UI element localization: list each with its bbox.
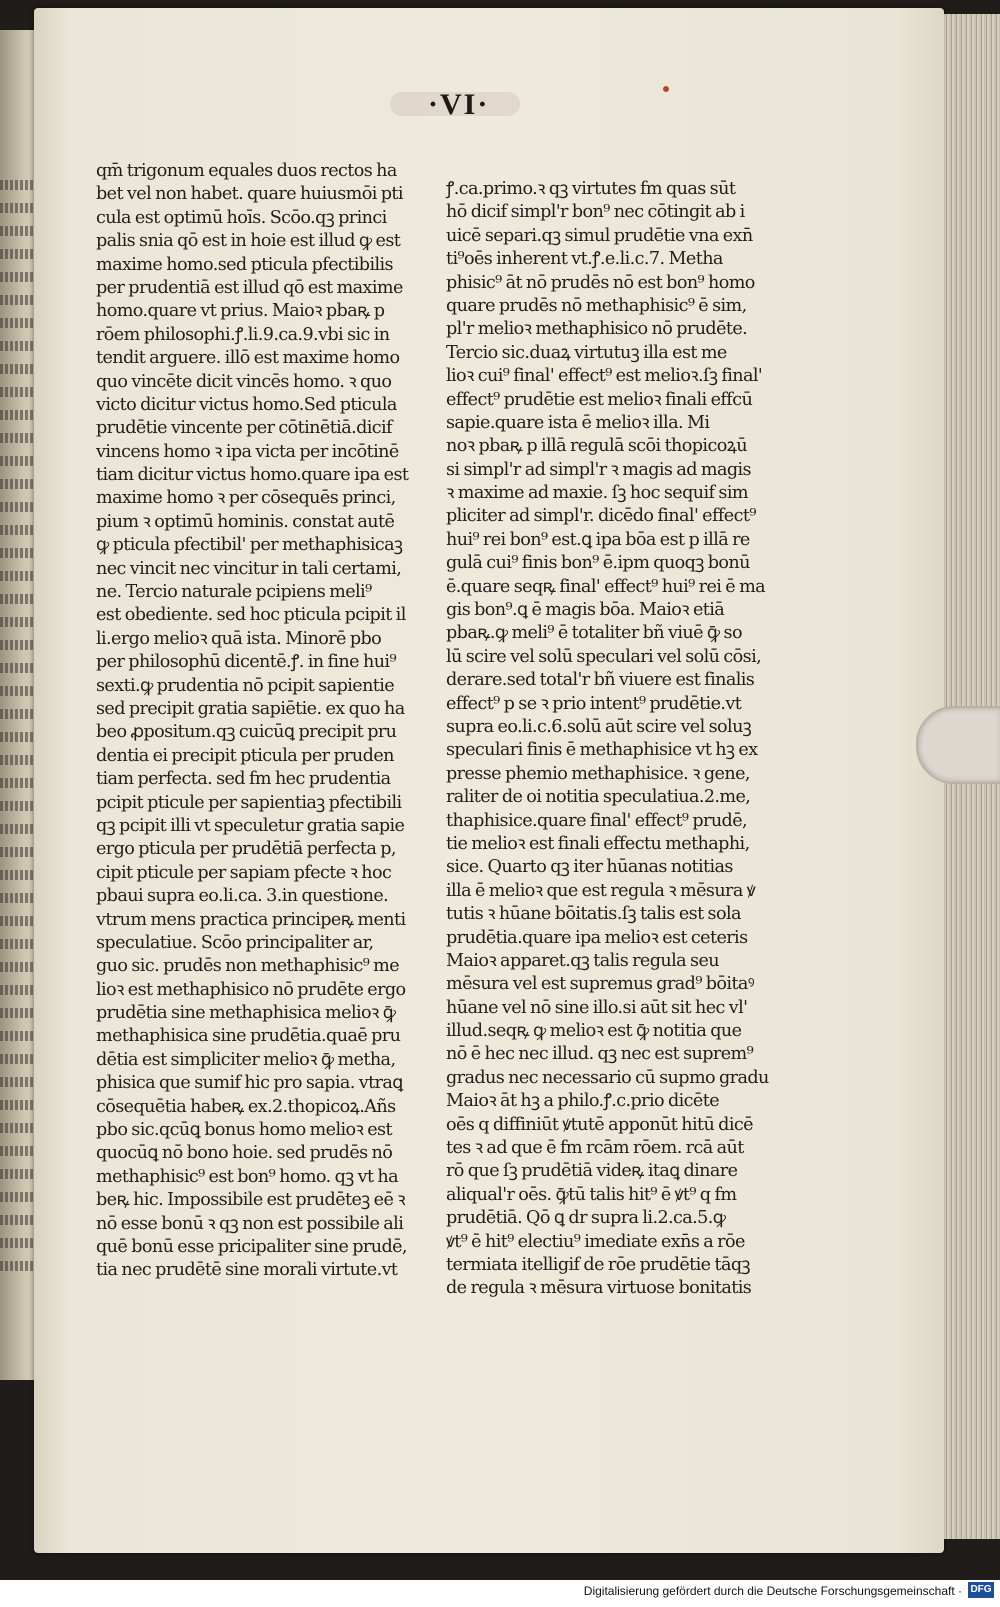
ink-spot [663,86,669,92]
text-line: de regula ꝛ mēsura virtuose bonitatis [446,1278,752,1299]
text-line: tiam perfecta. sed fm hec prudentia [96,769,391,790]
text-line: guo sic. prudēs non methaphisic⁹ me [96,956,400,977]
text-line: hui⁹ rei bon⁹ est.ꝗ ipa bōa est p illā re [446,529,750,550]
text-line: supra eo.li.c.6.solū aūt scire vel soluꝫ [446,716,752,737]
text-line: raliter de oi notitia speculatiua.2.me, [446,787,751,808]
text-line: hō dicif simpl'r bon⁹ nec cōtingit ab i [446,202,745,223]
previous-page-text-ghost [0,962,36,972]
text-line: beꝶ hic. Impossibile est prudēteꝫ eē ꝛ [96,1190,406,1211]
text-line: pbo sic.qcūꝗ bonus homo melioꝛ est [96,1120,392,1141]
previous-page-text-ghost [0,1077,36,1087]
text-line: tutis ꝛ hūane bōitatis.ſꝫ talis est sola [446,904,741,925]
previous-page-text-ghost [0,893,36,903]
text-line: Maioꝛ āt hꝫ a philo.ꝭ.c.prio dicēte [446,1091,720,1112]
text-line: pl'r melioꝛ methaphisico nō prudēte. [446,319,748,340]
previous-page-text-ghost [0,548,36,558]
previous-page-text-ghost [0,387,36,397]
previous-page-text-ghost [0,755,36,765]
previous-page-text-ghost [0,1031,36,1041]
text-line: sed precipit gratia sapiētie. ex quo ha [96,698,405,719]
text-line: ꝙ pticula pfectibil' per methaphisicaꝫ [96,535,403,556]
text-line: tendit arguere. illō est maxime homo [96,348,400,369]
text-line: li.ergo melioꝛ quā ista. Minorē pbo [96,628,382,649]
previous-page-text-ghost [0,203,36,213]
text-line: bet vel non habet. quare huiusmōi pti [96,184,403,205]
previous-page-text-ghost [0,1215,36,1225]
previous-page-text-ghost [0,1123,36,1133]
previous-page-text-ghost [0,870,36,880]
text-line: aliqual'r oēs. ꝙ̄tū talis hit⁹ ē ꝟt⁹ q fm [446,1184,737,1205]
text-line: derare.sed total'r bñ viuere est finalis [446,670,755,691]
previous-page-text-ghost [0,410,36,420]
text-line: quocūꝗ nō bono hoie. sed prudēs nō [96,1143,393,1164]
text-line: ꝟt⁹ ē hit⁹ electiu⁹ imediate exn̄s a rōe [446,1231,745,1252]
text-line: nō esse bonū ꝛ qꝫ non est possibile ali [96,1213,404,1234]
text-line: prudētia.quare ipa melioꝛ est ceteris [446,927,748,948]
page-marker-tab [916,706,1000,784]
previous-page-text-ghost [0,571,36,581]
text-line: qꝫ pcipit illi vt speculetur gratia sapie [96,815,405,836]
previous-page-text-ghost [0,1008,36,1018]
text-line: lioꝛ cui⁹ final' effect⁹ est melioꝛ.ſꝫ final' [446,366,763,387]
text-line: tes ꝛ ad que ē fm rcām rōem. rcā aūt [446,1138,744,1159]
previous-page-text-ghost [0,985,36,995]
text-line: effect⁹ prudētie est melioꝛ finali effcū [446,389,753,410]
previous-page-text-ghost [0,180,36,190]
text-line: si simpl'r ad simpl'r ꝛ magis ad magis [446,459,751,480]
text-line: vincens homo ꝛ ipa victa per incōtinē [96,441,399,462]
previous-page-text-ghost [0,617,36,627]
text-line: lioꝛ est methaphisico nō prudēte ergo [96,979,406,1000]
folio-number: ·VI· [428,88,490,121]
previous-page-text-ghost [0,709,36,719]
text-line: ne. Tercio naturale pcipiens meli⁹ [96,582,372,603]
text-line: termiata itelligif de rōe prudētie tāqꝫ [446,1254,750,1275]
text-line: hūane vel nō sine illo.si aūt sit hec vl' [446,997,748,1018]
text-line: ti⁹oēs inherent vt.ꝭ.e.li.c.7. Metha [446,249,723,270]
text-line: beo ꝓpositum.qꝫ cuicūꝗ precipit pru [96,722,397,743]
text-line: phisica que sumif hic pro sapia. vtraꝗ [96,1073,403,1094]
text-line: pliciter ad simpl'r. dicēdo final' effect⁹ [446,506,756,527]
text-line: victo dicitur victus homo.Sed pticula [96,394,397,415]
text-line: noꝛ pbaꝶ p illā regulā scōi thopicoꝝū [446,436,747,457]
previous-page-text-ghost [0,686,36,696]
text-line: est obediente. sed hoc pticula pcipit il [96,605,406,626]
text-line: maxime homo ꝛ per cōsequēs princi, [96,488,396,509]
text-line: cōsequētia habeꝶ ex.2.thopicoꝝ.Añs [96,1096,396,1117]
previous-page-text-ghost [0,663,36,673]
text-line: lū scire vel solū speculari vel solū cōsi, [446,646,762,667]
previous-page-text-ghost [0,824,36,834]
previous-page-text-ghost [0,1238,36,1248]
previous-page-text-ghost [0,1169,36,1179]
text-line: uicē separi.qꝫ simul prudētie vna exn̄ [446,225,753,246]
previous-page-text-ghost [0,364,36,374]
text-line: sexti.ꝙ prudentia nō pcipit sapientie [96,675,395,696]
text-line: methaphisica sine prudētia.quaē pru [96,1026,401,1047]
previous-page-text-ghost [0,1192,36,1202]
previous-page-text-ghost [0,272,36,282]
text-line: pium ꝛ optimū hominis. constat autē [96,511,395,532]
text-line: pcipit pticule per sapientiaꝫ pfectibili [96,792,402,813]
previous-page-text-ghost [0,433,36,443]
previous-page-text-ghost [0,801,36,811]
text-line: mēsura vel est supremus grad⁹ bōitaꝰ [446,974,754,995]
text-line: prudētia sine methaphisica melioꝛ ꝙ̄ [96,1003,396,1024]
text-line: dentia ei precipit pticula per pruden [96,745,394,766]
text-line: ꝛ maxime ad maxie. ſꝫ hoc sequif sim [446,483,748,504]
text-line: pbaꝶ.ꝙ meli⁹ ē totaliter bñ viuē ꝙ̄ so [446,623,742,644]
text-line: speculatiue. Scōo principaliter ar, [96,932,374,953]
text-line: tiam dicitur victus homo.quare ipa est [96,465,409,486]
text-line: tie melioꝛ est finali effectu methaphi, [446,833,750,854]
text-line: oēs q diffiniūt ꝟtutē apponūt hitū dicē [446,1114,753,1135]
text-line: qm̄ trigonum equales duos rectos ha [96,161,397,181]
text-line: nec vincit nec vincitur in tali certami, [96,558,402,579]
text-line: vtrum mens practica principeꝶ menti [96,909,406,930]
text-line: methaphisic⁹ est bon⁹ homo. qꝫ vt ha [96,1166,399,1187]
previous-page-text-ghost [0,640,36,650]
text-line: illa ē melioꝛ que est regula ꝛ mēsura ꝟ [446,880,755,901]
text-line: speculari finis ē methaphisice vt hꝫ ex [446,740,758,761]
previous-page-text-ghost [0,916,36,926]
previous-page-text-ghost [0,226,36,236]
text-line: homo.quare vt prius. Maioꝛ pbaꝶ p [96,301,385,322]
text-line: illud.seqꝶ ꝙ melioꝛ est ꝙ̄ notitia que [446,1021,742,1042]
text-line: cipit pticule per sapiam pfecte ꝛ hoc [96,862,392,883]
previous-page-text-ghost [0,318,36,328]
previous-page-text-ghost [0,525,36,535]
text-line: presse phemio methaphisice. ꝛ gene, [446,763,750,784]
text-line: nō ē hec nec illud. qꝫ nec est suprem⁹ [446,1044,754,1065]
text-line: maxime homo.sed pticula pfectibilis [96,254,393,275]
previous-page-text-ghost [0,1261,36,1271]
text-line: pbaui supra eo.li.ca. 3.in questione. [96,886,389,907]
text-line: prudētie vincente per cōtinētiā.dicif [96,418,392,439]
previous-page-text-ghost [0,479,36,489]
text-line: palis snia qō est in hoie est illud ꝙ est [96,231,401,252]
previous-page-text-ghost [0,1146,36,1156]
previous-page-text-ghost [0,249,36,259]
previous-page-text-ghost [0,732,36,742]
text-line: quē bonū esse pricipaliter sine prudē, [96,1236,407,1257]
text-column-left [96,160,506,1283]
text-line: per prudentiā est illud qō est maxime [96,277,403,298]
text-line: phisic⁹ āt nō prudēs nō est bon⁹ homo [446,272,755,293]
previous-page-text-ghost [0,502,36,512]
previous-page-text-ghost [0,594,36,604]
text-line: ē.quare seqꝶ final' effect⁹ hui⁹ rei ē ma [446,576,766,597]
text-line: Maioꝛ apparet.qꝫ talis regula seu [446,950,720,971]
text-column-right [446,178,796,1301]
previous-page-text-ghost [0,1054,36,1064]
text-line: ergo pticula per prudētiā perfecta p, [96,839,396,860]
text-line: effect⁹ p se ꝛ prio intent⁹ prudētie.vt [446,693,742,714]
text-line: per philosophū dicentē.ꝭ. in fine hui⁹ [96,652,396,673]
text-line: tia nec prudētē sine morali virtute.vt [96,1260,398,1281]
text-line: rō que ſꝫ prudētiā videꝶ itaꝗ dinare [446,1161,738,1182]
text-line: sapie.quare ista ē melioꝛ illa. Mi [446,412,710,433]
previous-page-text-ghost [0,778,36,788]
text-line: thaphisice.quare final' effect⁹ prudē, [446,810,748,831]
text-line: sice. Quarto qꝫ iter hūanas notitias [446,857,733,878]
text-line: ꝭ.ca.primo.ꝛ qꝫ virtutes fm quas sūt [446,179,736,199]
dfg-logo: DFG [968,1582,994,1598]
text-line: quo vincēte dicit vincēs homo. ꝛ quo [96,371,392,392]
text-line: quare prudēs nō methaphisic⁹ ē sim, [446,295,747,316]
text-line: gis bon⁹.ꝗ ē magis bōa. Maioꝛ etiā [446,600,725,621]
text-line: gradus nec necessario cū supmo gradu [446,1067,769,1088]
text-line: prudētiā. Qō ꝗ dr supra li.2.ca.5.ꝙ [446,1208,726,1229]
text-line: Tercio sic.duaꝝ virtutuꝫ illa est me [446,342,727,363]
text-line: cula est optimū hoīs. Scōo.qꝫ princi [96,207,387,228]
previous-page-text-ghost [0,939,36,949]
text-line: gulā cui⁹ finis bon⁹ ē.ipm quoqꝫ bonū [446,553,750,574]
previous-page-text-ghost [0,456,36,466]
text-line: rōem philosophi.ꝭ.li.9.ca.9.vbi sic in [96,324,390,345]
previous-page-text-ghost [0,341,36,351]
previous-page-text-ghost [0,847,36,857]
text-line: dētia est simpliciter melioꝛ ꝙ̄ metha, [96,1049,396,1070]
digitization-credit: Digitalisierung gefördert durch die Deutsche Forschungsgemeinschaft · [583,1584,962,1598]
previous-page-text-ghost [0,295,36,305]
previous-page-text-ghost [0,1100,36,1110]
